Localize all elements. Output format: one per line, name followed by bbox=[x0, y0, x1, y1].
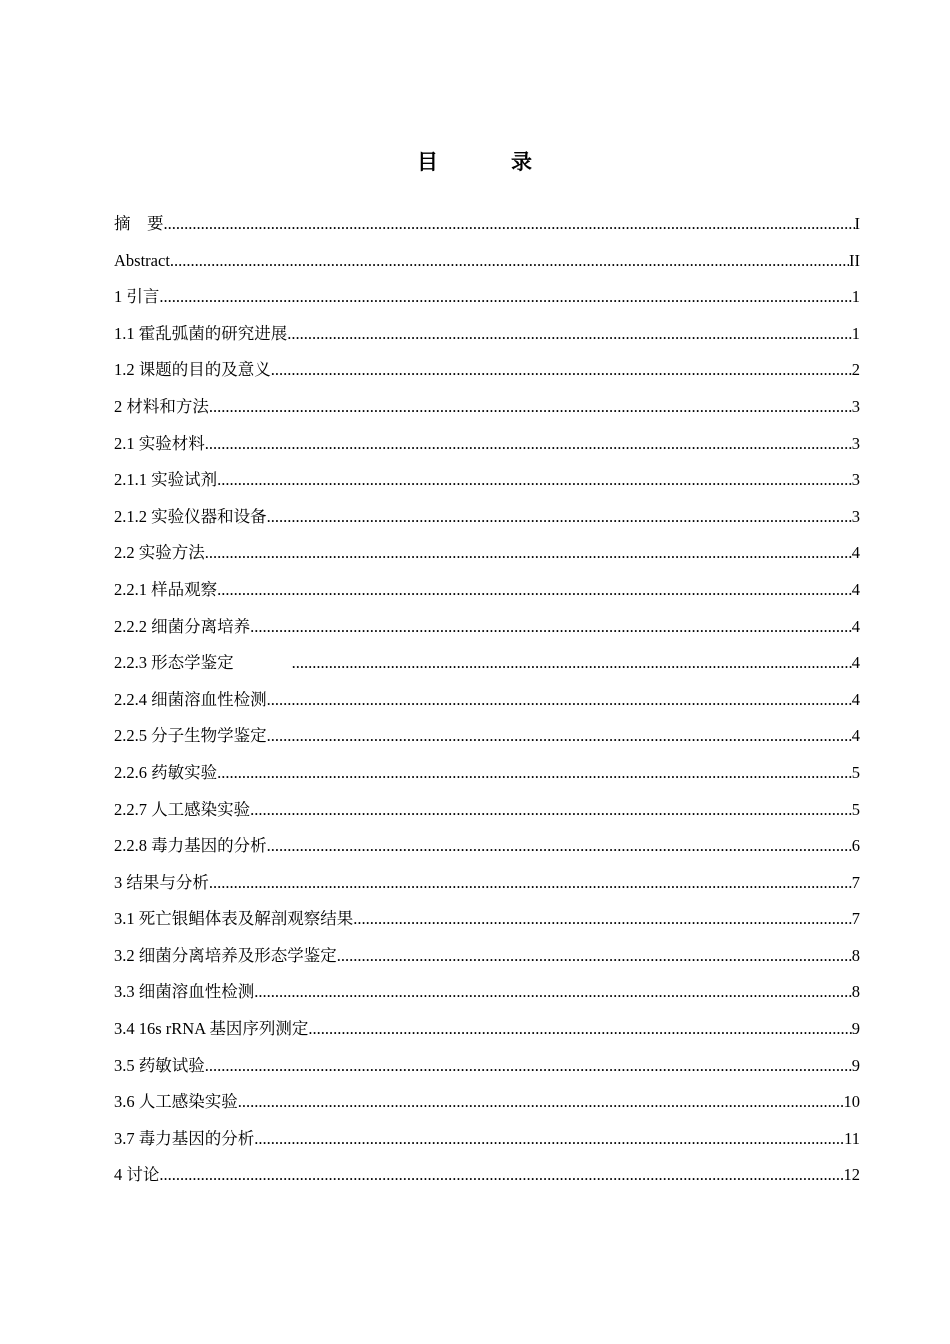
toc-page-number: 11 bbox=[844, 1128, 860, 1148]
toc-leader-dots bbox=[267, 682, 852, 719]
toc-entry[interactable] bbox=[114, 1121, 860, 1158]
toc-entry-label: 1.1 霍乱弧菌的研究进展 bbox=[114, 323, 288, 343]
toc-entry[interactable] bbox=[114, 352, 860, 389]
toc-entry[interactable] bbox=[114, 243, 860, 280]
toc-entry-label: 2.1.2 实验仪器和设备 bbox=[114, 506, 267, 526]
toc-leader-dots bbox=[205, 426, 852, 463]
toc-page-number: 9 bbox=[851, 1019, 860, 1039]
toc-entry-label: 2.2.8 毒力基因的分析 bbox=[114, 836, 267, 856]
toc-entry-label: 2.2.7 人工感染实验 bbox=[114, 799, 251, 819]
toc-list bbox=[114, 206, 860, 1194]
toc-entry[interactable] bbox=[114, 1084, 860, 1121]
toc-title: 目 录 bbox=[417, 150, 558, 174]
toc-entry-label: Abstract bbox=[114, 250, 170, 270]
toc-page-number: 4 bbox=[851, 543, 860, 563]
toc-leader-dots bbox=[159, 279, 851, 316]
toc-entry-label: 2.2.1 样品观察 bbox=[114, 579, 218, 599]
toc-entry-label: 3.6 人工感染实验 bbox=[114, 1092, 238, 1112]
toc-leader-dots bbox=[170, 243, 849, 280]
toc-page-number: 4 bbox=[851, 579, 860, 599]
toc-entry-label: 1 引言 bbox=[114, 287, 160, 307]
toc-leader-dots bbox=[217, 462, 852, 499]
toc-leader-dots bbox=[209, 865, 852, 902]
toc-leader-dots bbox=[205, 1048, 852, 1085]
toc-entry[interactable] bbox=[114, 1048, 860, 1085]
toc-page-number: 6 bbox=[851, 836, 860, 856]
toc-entry[interactable] bbox=[114, 901, 860, 938]
toc-page-number: 8 bbox=[851, 945, 860, 965]
toc-entry[interactable] bbox=[114, 974, 860, 1011]
toc-entry-label: 3.5 药敏试验 bbox=[114, 1055, 205, 1075]
toc-entry-label: 3.1 死亡银鲳体表及解剖观察结果 bbox=[114, 909, 354, 929]
toc-leader-dots bbox=[337, 938, 852, 975]
toc-entry-label: 2.2 实验方法 bbox=[114, 543, 205, 563]
toc-leader-dots bbox=[164, 206, 855, 243]
toc-leader-dots bbox=[271, 352, 852, 389]
toc-page-number: 5 bbox=[851, 799, 860, 819]
toc-entry[interactable] bbox=[114, 279, 860, 316]
toc-entry[interactable] bbox=[114, 499, 860, 536]
toc-leader-dots bbox=[267, 828, 852, 865]
toc-page-number: 4 bbox=[851, 689, 860, 709]
toc-page-number: 1 bbox=[851, 287, 860, 307]
toc-entry-label: 2 材料和方法 bbox=[114, 396, 209, 416]
toc-entry[interactable] bbox=[114, 718, 860, 755]
toc-page-number: II bbox=[849, 250, 860, 270]
toc-leader-dots bbox=[292, 645, 852, 682]
toc-entry-label: 2.2.3 形态学鉴定 bbox=[114, 653, 234, 673]
toc-entry-label: 2.2.4 细菌溶血性检测 bbox=[114, 689, 267, 709]
toc-page-number: 4 bbox=[851, 653, 860, 673]
toc-entry-label: 4 讨论 bbox=[114, 1165, 160, 1185]
toc-leader-dots bbox=[238, 1084, 844, 1121]
toc-entry-label: 2.1 实验材料 bbox=[114, 433, 205, 453]
toc-leader-dots bbox=[287, 316, 852, 353]
toc-page-number: 2 bbox=[851, 360, 860, 380]
toc-entry[interactable] bbox=[114, 535, 860, 572]
toc-entry[interactable] bbox=[114, 792, 860, 829]
toc-entry[interactable] bbox=[114, 609, 860, 646]
toc-entry[interactable] bbox=[114, 1011, 860, 1048]
toc-entry-label: 3.3 细菌溶血性检测 bbox=[114, 982, 255, 1002]
toc-leader-dots bbox=[159, 1157, 843, 1194]
toc-leader-dots bbox=[308, 1011, 851, 1048]
toc-leader-dots bbox=[353, 901, 852, 938]
toc-entry[interactable] bbox=[114, 206, 860, 243]
toc-leader-dots bbox=[205, 535, 852, 572]
toc-page-number: 10 bbox=[843, 1092, 860, 1112]
toc-entry[interactable] bbox=[114, 828, 860, 865]
toc-page-number: 3 bbox=[851, 470, 860, 490]
toc-entry[interactable] bbox=[114, 865, 860, 902]
toc-page-number: 4 bbox=[851, 616, 860, 636]
toc-entry-label: 2.2.5 分子生物学鉴定 bbox=[114, 726, 267, 746]
toc-leader-dots bbox=[217, 755, 852, 792]
toc-leader-dots bbox=[250, 792, 852, 829]
toc-leader-dots bbox=[267, 718, 852, 755]
toc-page-number: 1 bbox=[851, 323, 860, 343]
toc-entry[interactable] bbox=[114, 1157, 860, 1194]
toc-leader-dots bbox=[209, 389, 852, 426]
toc-entry[interactable] bbox=[114, 572, 860, 609]
toc-entry[interactable] bbox=[114, 316, 860, 353]
toc-entry-label: 3.4 16s rRNA 基因序列测定 bbox=[114, 1019, 309, 1039]
toc-page-number: 7 bbox=[851, 909, 860, 929]
toc-entry-label: 2.2.2 细菌分离培养 bbox=[114, 616, 251, 636]
toc-entry-label: 1.2 课题的目的及意义 bbox=[114, 360, 271, 380]
toc-entry[interactable] bbox=[114, 938, 860, 975]
toc-leader-dots bbox=[267, 499, 852, 536]
toc-entry[interactable] bbox=[114, 645, 860, 682]
toc-leader-dots bbox=[254, 1121, 844, 1158]
toc-entry-label: 摘 要 bbox=[114, 214, 164, 233]
toc-entry[interactable] bbox=[114, 426, 860, 463]
toc-page-number: 4 bbox=[851, 726, 860, 746]
toc-page-number: 7 bbox=[851, 872, 860, 892]
toc-entry[interactable] bbox=[114, 755, 860, 792]
toc-entry-label: 3.7 毒力基因的分析 bbox=[114, 1128, 255, 1148]
toc-page-number: 8 bbox=[851, 982, 860, 1002]
toc-entry[interactable] bbox=[114, 462, 860, 499]
toc-entry-label: 2.2.6 药敏实验 bbox=[114, 762, 218, 782]
toc-page-number: 5 bbox=[851, 762, 860, 782]
toc-page-number: 9 bbox=[851, 1055, 860, 1075]
toc-entry-label: 3 结果与分析 bbox=[114, 872, 209, 892]
toc-leader-dots bbox=[254, 974, 852, 1011]
toc-page-number: 3 bbox=[851, 506, 860, 526]
toc-page-number: 12 bbox=[843, 1165, 860, 1185]
toc-entry-label: 3.2 细菌分离培养及形态学鉴定 bbox=[114, 945, 337, 965]
toc-page-number: 3 bbox=[851, 396, 860, 416]
toc-leader-dots bbox=[217, 572, 852, 609]
toc-entry-label: 2.1.1 实验试剂 bbox=[114, 470, 218, 490]
toc-entry[interactable] bbox=[114, 682, 860, 719]
toc-page-number: I bbox=[854, 214, 860, 233]
toc-page-number: 3 bbox=[851, 433, 860, 453]
toc-leader-dots bbox=[250, 609, 852, 646]
toc-entry[interactable] bbox=[114, 389, 860, 426]
